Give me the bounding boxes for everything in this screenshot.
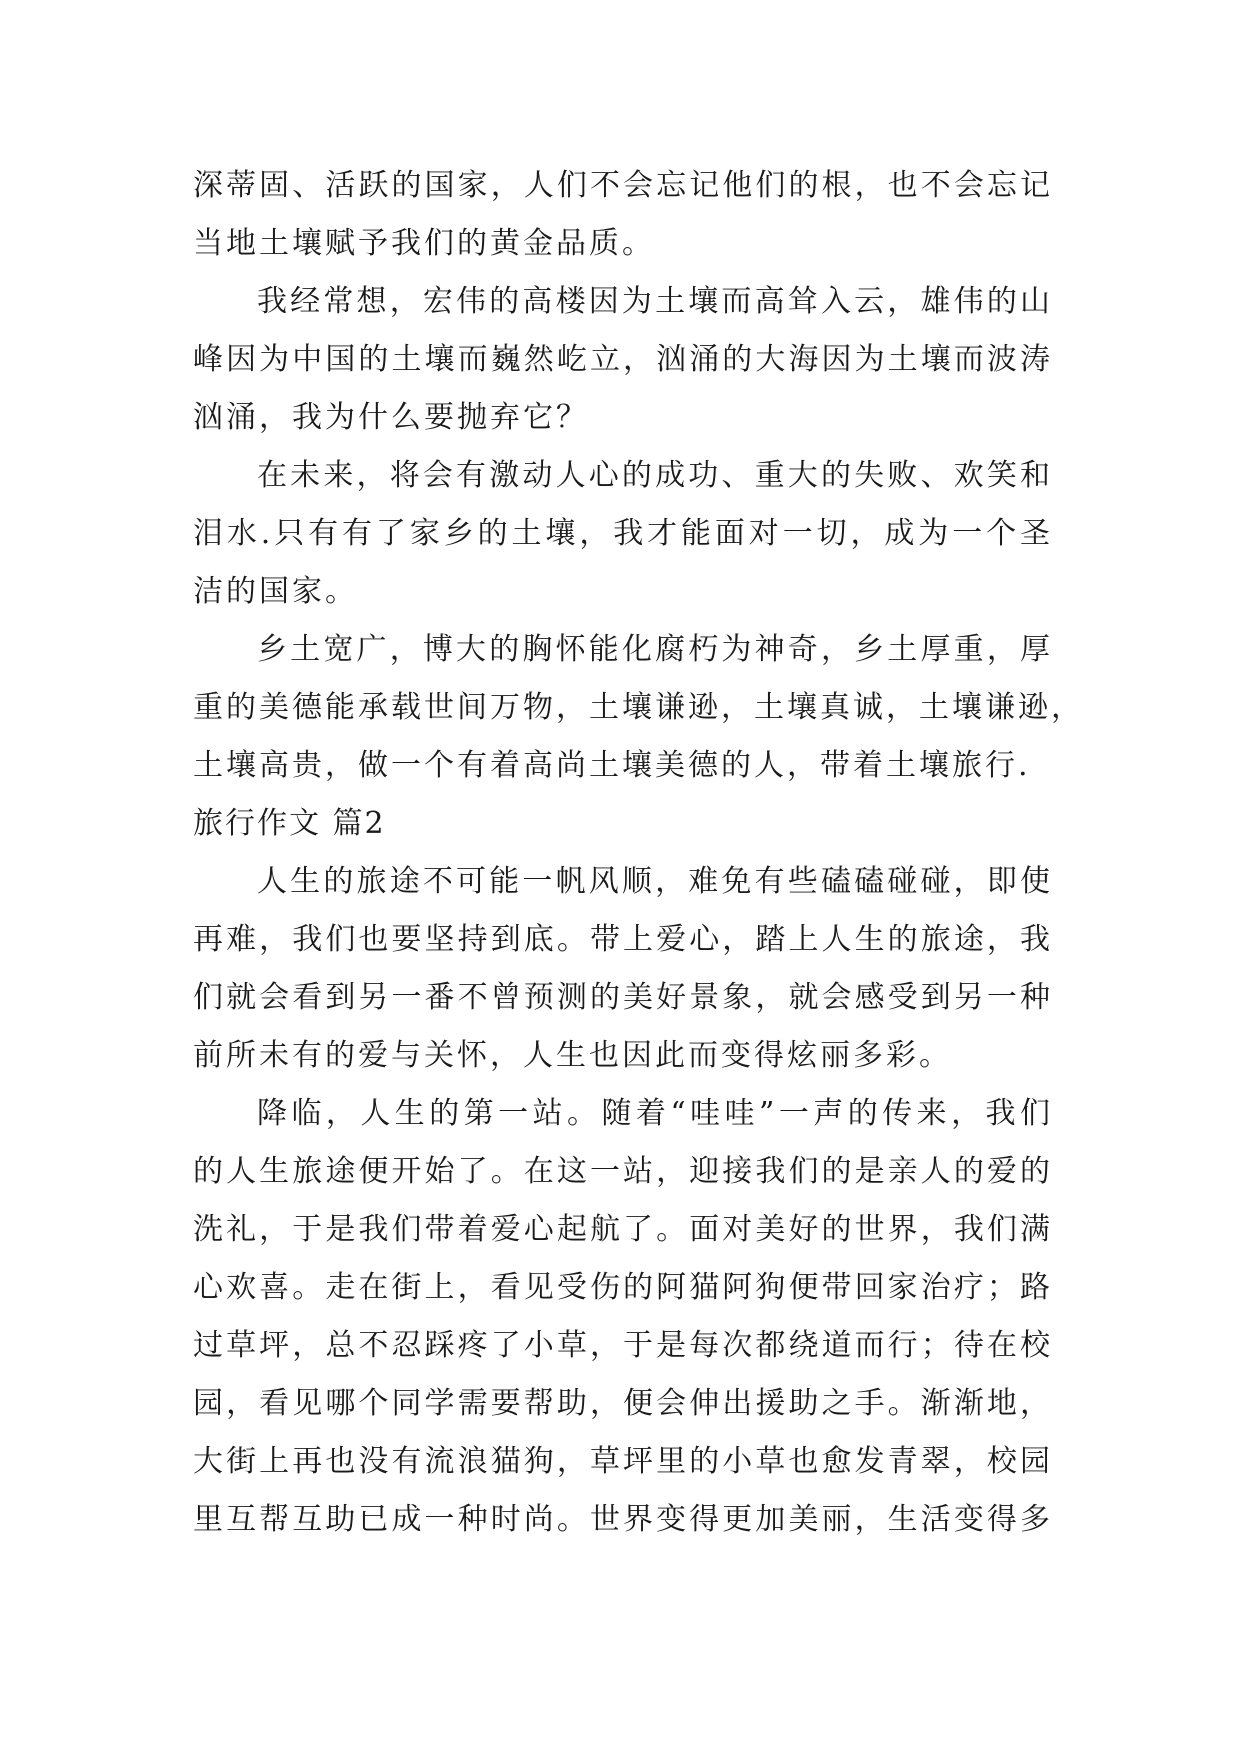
text-line: 人生的旅途不可能一帆风顺，难免有些磕磕碰碰，即使 <box>257 864 1053 899</box>
text-line: 洗礼，于是我们带着爱心起航了。面对美好的世界，我们满 <box>193 1212 1053 1247</box>
text-line: 土壤高贵，做一个有着高尚土壤美德的人，带着土壤旅行. <box>193 748 1031 783</box>
text-line: 前所未有的爱与关怀，人生也因此而变得炫丽多彩。 <box>193 1038 952 1073</box>
text-line: 心欢喜。走在街上，看见受伤的阿猫阿狗便带回家治疗；路 <box>193 1270 1053 1305</box>
text-line: 汹涌，我为什么要抛弃它？ <box>193 400 589 435</box>
paragraph <box>193 853 1053 1085</box>
text-line: 的人生旅途便开始了。在这一站，迎接我们的是亲人的爱的 <box>193 1154 1053 1189</box>
text-line: 泪水.只有有了家乡的土壤，我才能面对一切，成为一个圣 <box>193 516 1053 551</box>
text-line: 峰因为中国的土壤而巍然屹立，汹涌的大海因为土壤而波涛 <box>193 342 1053 377</box>
text-line: 过草坪，总不忍踩疼了小草，于是每次都绕道而行；待在校 <box>193 1328 1053 1363</box>
paragraph <box>193 273 1053 447</box>
paragraph <box>193 621 1084 795</box>
text-line: 重的美德能承载世间万物，土壤谦逊，土壤真诚，土壤谦逊， <box>193 690 1084 725</box>
text-line: 们就会看到另一番不曾预测的美好景象，就会感受到另一种 <box>193 980 1053 1015</box>
text-line: 乡土宽广，博大的胸怀能化腐朽为神奇，乡土厚重，厚 <box>257 632 1053 667</box>
text-line: 再难，我们也要坚持到底。带上爱心，踏上人生的旅途，我 <box>193 922 1053 957</box>
text-line: 我经常想，宏伟的高楼因为土壤而高耸入云，雄伟的山 <box>257 284 1053 319</box>
paragraph <box>193 157 1053 273</box>
section-heading: 旅行作文 篇2 <box>193 806 386 841</box>
text-line: 园，看见哪个同学需要帮助，便会伸出援助之手。渐渐地， <box>193 1386 1053 1421</box>
paragraph <box>193 1085 1053 1549</box>
paragraph <box>193 447 1053 621</box>
text-line: 里互帮互助已成一种时尚。世界变得更加美丽，生活变得多 <box>193 1502 1053 1537</box>
document-body <box>193 157 1084 1549</box>
text-line: 深蒂固、活跃的国家，人们不会忘记他们的根，也不会忘记 <box>193 168 1053 203</box>
text-line: 当地土壤赋予我们的黄金品质。 <box>193 226 655 261</box>
text-line: 洁的国家。 <box>193 574 358 609</box>
text-line: 降临，人生的第一站。随着“哇哇”一声的传来，我们 <box>257 1096 1053 1131</box>
text-line: 在未来，将会有激动人心的成功、重大的失败、欢笑和 <box>257 458 1053 493</box>
text-line: 大街上再也没有流浪猫狗，草坪里的小草也愈发青翠，校园 <box>193 1444 1053 1479</box>
